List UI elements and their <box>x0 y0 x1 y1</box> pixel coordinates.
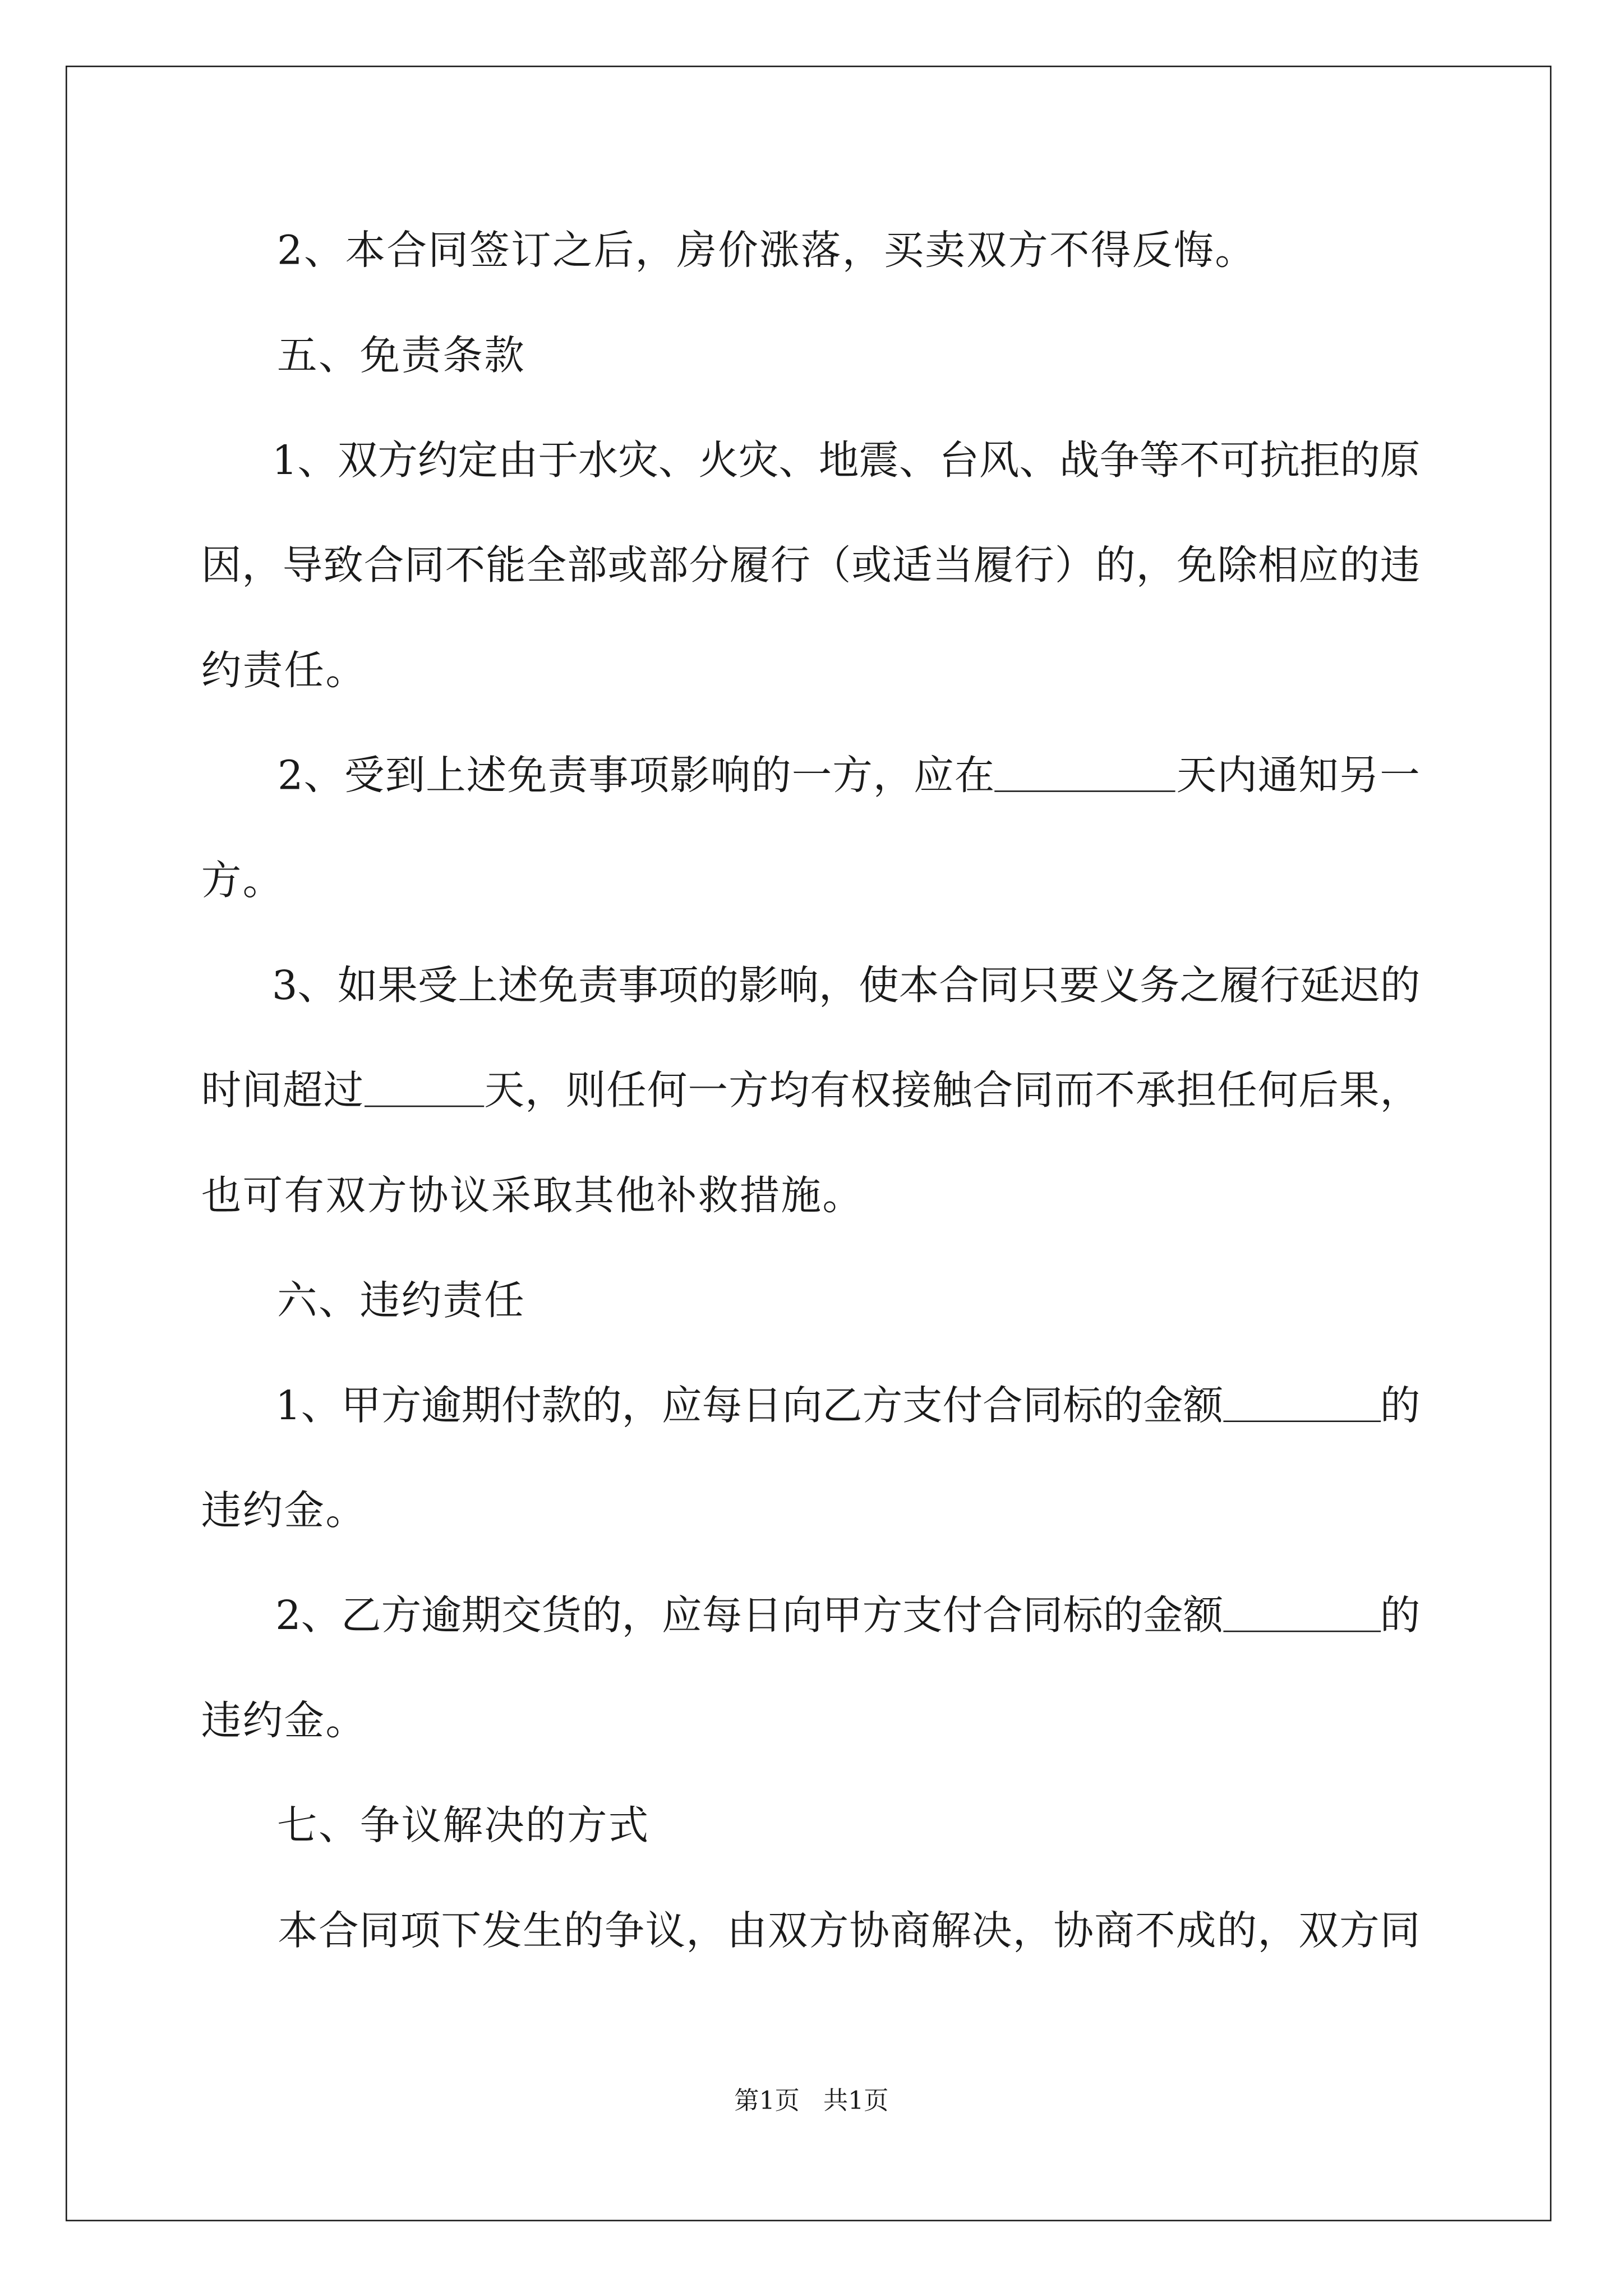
clause-7-line-1: 本 合 同 项 下 发 生 的 争 议 ， 由 双 方 协 商 解 决 ， 协 商 不 成 的 ， 双 方 同 <box>278 1907 1421 1954</box>
clause-6-1-line-2: 违约金。 <box>201 1488 367 1535</box>
clause-5-2-line-2: 方。 <box>201 857 284 904</box>
blank-line <box>364 1062 483 1107</box>
clause-5-3-line-3: 也可有双方协议采取其他补救措施。 <box>201 1172 864 1220</box>
clause-5-3-line-1: 3 、 如 果 受 上 述 免 责 事 项 的 影 响 ， 使 本 合 同 只 要 义 务 之 履 行 延 迟 的 <box>271 962 1421 1010</box>
clause-5-1-line-2: 因 ， 导 致 合 同 不 能 全 部 或 部 分 履 行 （ 或 适 当 履 行 ） 的 ， 免 除 相 应 的 违 <box>201 542 1421 590</box>
blank-line <box>995 747 1175 792</box>
clause-5-3-line-2: 时 间 超 过 天 ， 则 任 何 一 方 均 有 权 接 触 合 同 而 不 承 担 任 何 后 果 ， <box>201 1062 1421 1120</box>
clause-6-2-line-1: 2 、 乙 方 逾 期 交 货 的 ， 应 每 日 向 甲 方 支 付 合 同 标 的 金 额 的 <box>201 1587 1421 1645</box>
clause-5-2-line-1: 2 、 受 到 上 述 免 责 事 项 影 响 的 一 方 ， 应 在 天 内 通 知 另 一 <box>201 747 1421 805</box>
page-footer: 第1页 共1页 <box>734 2087 889 2116</box>
clause-6-2-line-2: 违约金。 <box>201 1697 367 1745</box>
clause-6-1-line-1: 1 、 甲 方 逾 期 付 款 的 ， 应 每 日 向 乙 方 支 付 合 同 标 的 金 额 的 <box>201 1377 1421 1435</box>
blank-line <box>1223 1377 1380 1422</box>
page-border <box>66 66 1551 2221</box>
section-heading-7: 七、争议解决的方式 <box>276 1802 650 1849</box>
clause-5-1-line-3: 约责任。 <box>201 647 367 694</box>
section-heading-6: 六、违约责任 <box>276 1277 526 1324</box>
section-heading-5: 五、免责条款 <box>276 332 526 379</box>
clause-4-2: 2、本合同签订之后，房价涨落，买卖双方不得反悔。 <box>276 227 1257 274</box>
blank-line <box>1223 1587 1380 1632</box>
clause-5-1-line-1: 1 、 双 方 约 定 由 于 水 灾 、 火 灾 、 地 震 、 台 风 、 战 争 等 不 可 抗 拒 的 原 <box>271 438 1421 485</box>
